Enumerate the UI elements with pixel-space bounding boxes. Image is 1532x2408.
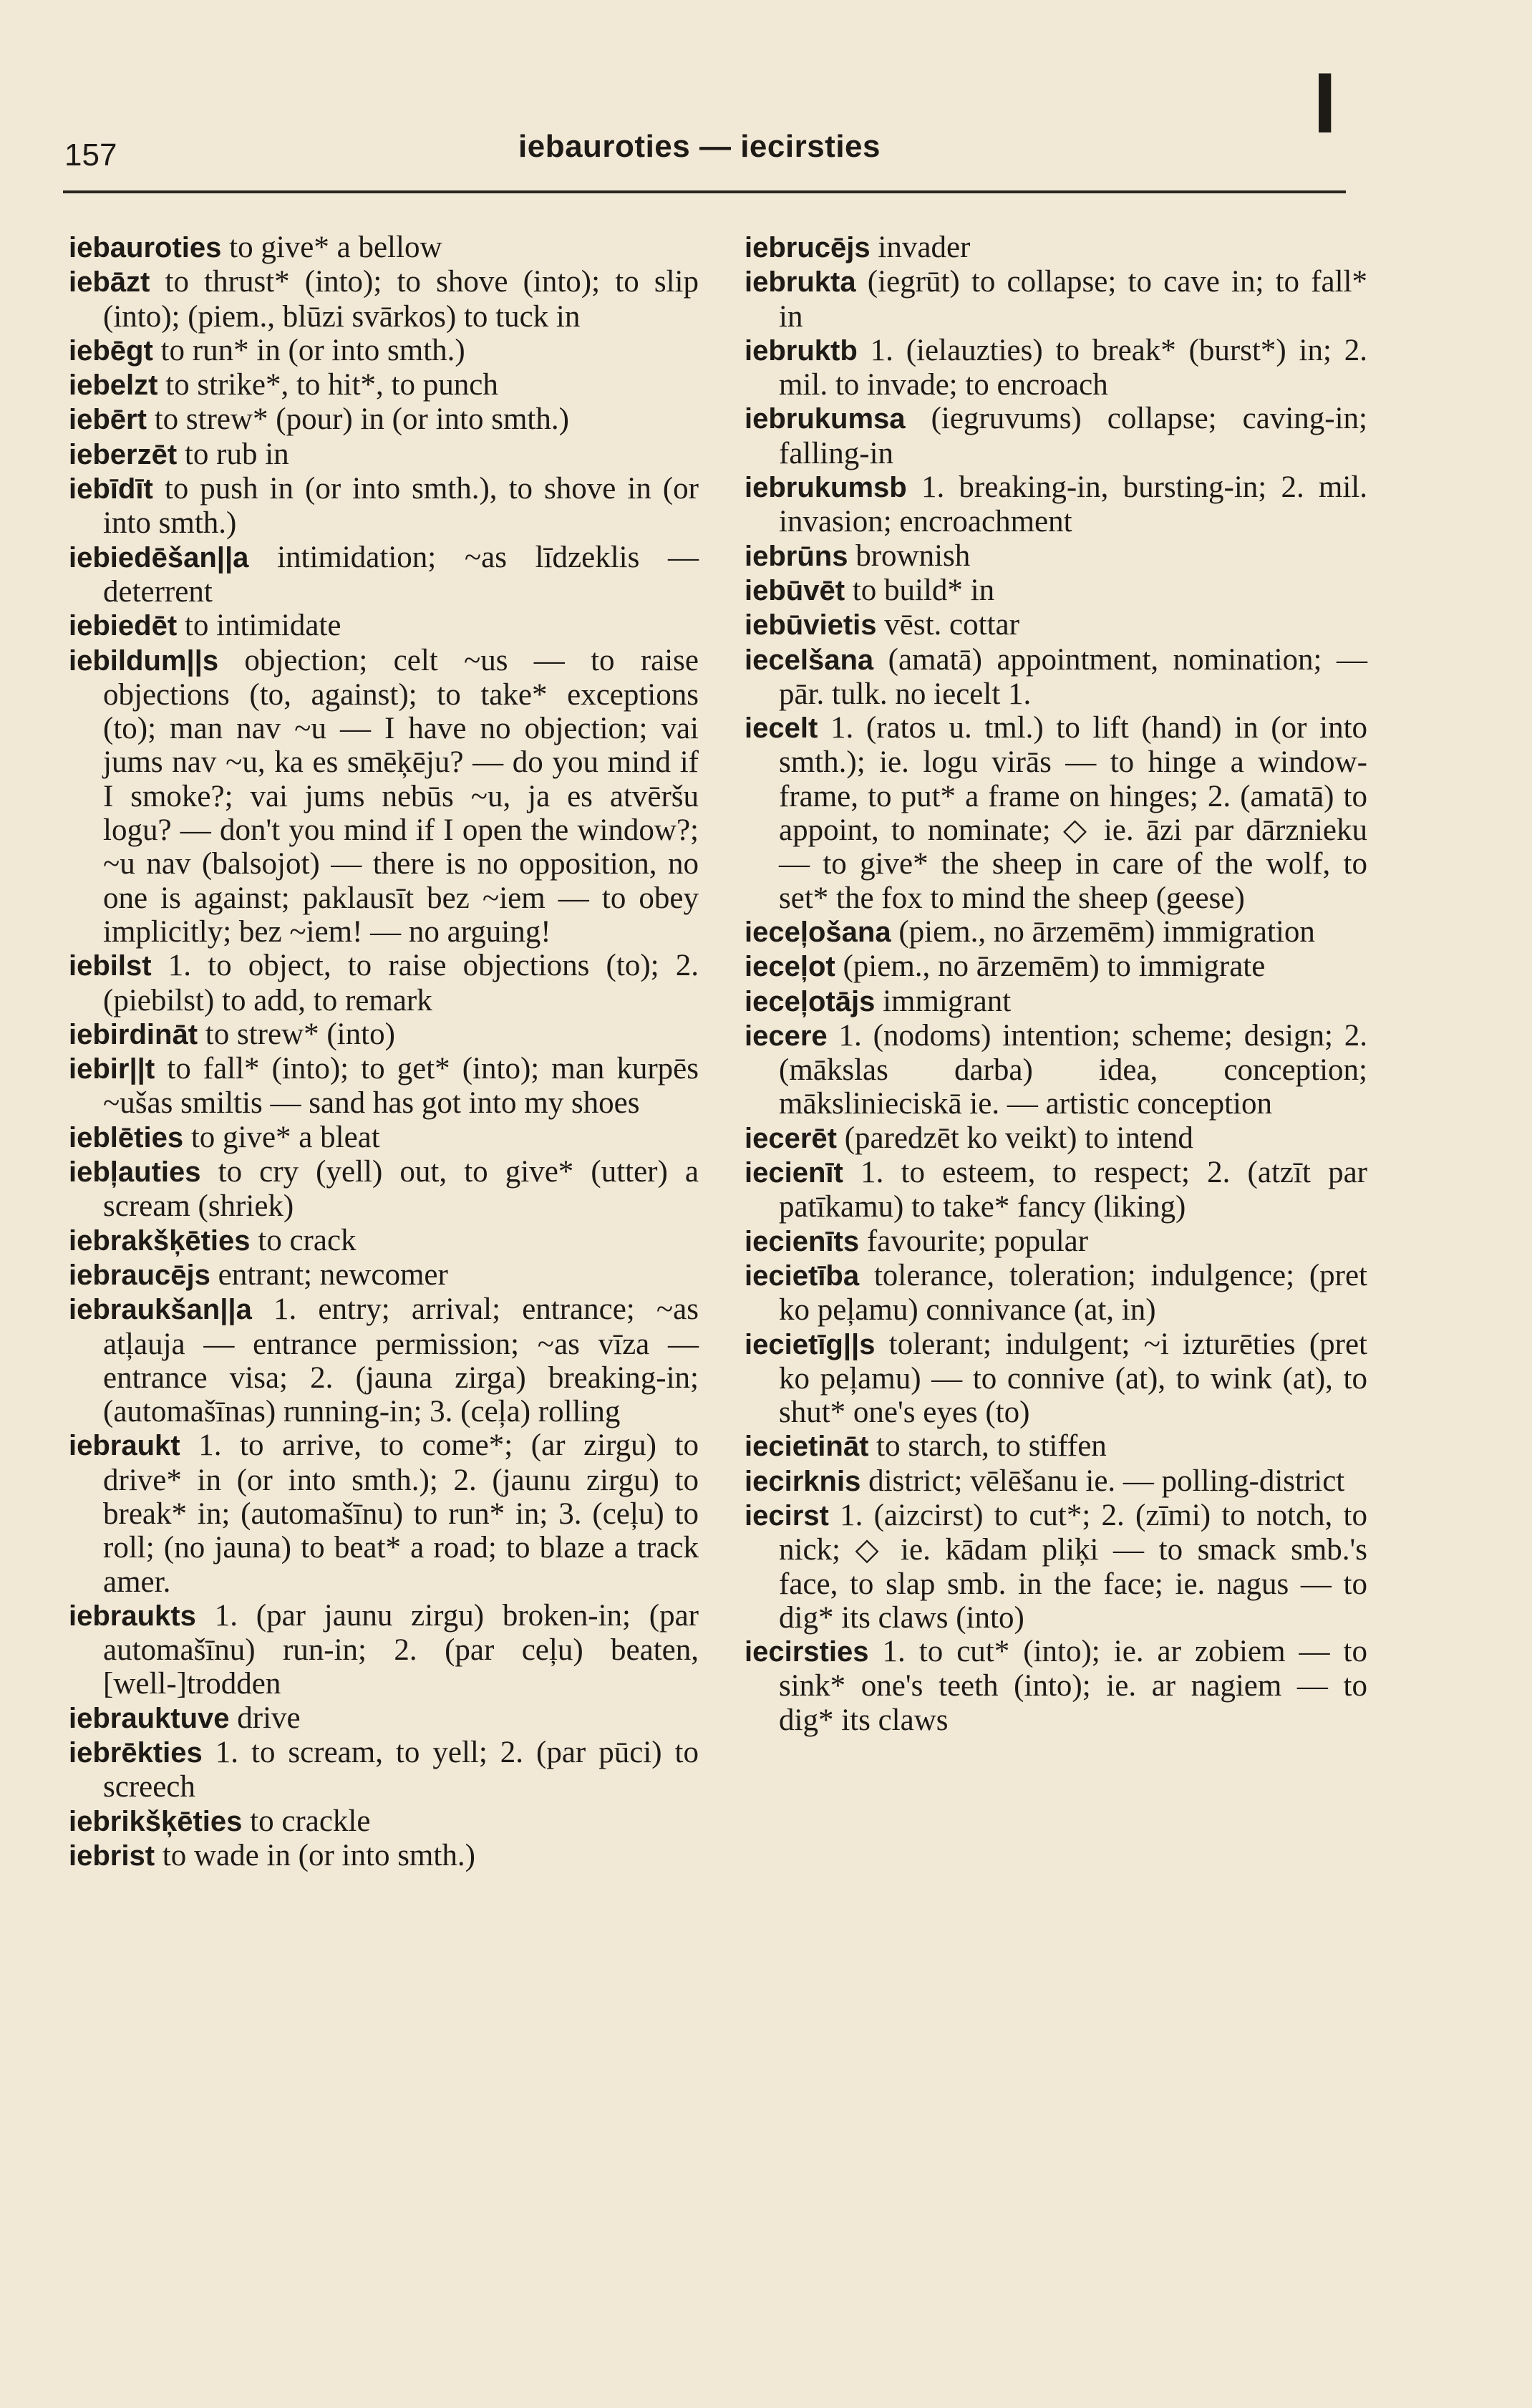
entry-headword: iecietīg||s [745, 1328, 876, 1360]
left-column [69, 231, 699, 1873]
dictionary-entry [69, 949, 699, 1017]
dictionary-entry [69, 1155, 699, 1224]
entry-headword: iecere [745, 1020, 828, 1052]
entry-definition: (iegrūt) to collapse; to cave in; to fall* in [779, 265, 1367, 334]
section-letter: I [1313, 55, 1337, 151]
dictionary-entry [745, 1259, 1367, 1328]
entry-headword: iebiedēšan||a [69, 541, 249, 574]
entry-headword: iebrikšķēties [69, 1805, 243, 1837]
entry-headword: iebīdīt [69, 473, 153, 506]
dictionary-entry [69, 1224, 699, 1258]
entry-headword: iebāzt [69, 266, 150, 299]
entry-definition: 1. entry; arrival; entrance; ~as atļauja — entrance permission; ~as vīza — entrance visa; 2. (jauna zirga) breaking-in; (automašīnas) running-in; 3. (ceļa) rolling [103, 1292, 699, 1429]
entry-definition: (iegruvums) collapse; caving-in; falling-in [779, 402, 1367, 470]
dictionary-entry [745, 1121, 1367, 1156]
entry-definition: 1. (par jaunu zirgu) broken-in; (par automašīnu) run-in; 2. (par ceļu) beaten, [well-]trodden [103, 1598, 699, 1701]
dictionary-entry [745, 608, 1367, 642]
entry-headword: iebraukts [69, 1600, 196, 1632]
dictionary-entry [69, 1599, 699, 1701]
dictionary-entry [745, 915, 1367, 949]
entry-headword: iebrukta [745, 266, 856, 299]
dictionary-entry [69, 1701, 699, 1736]
dictionary-entry [69, 334, 699, 368]
dictionary-entry [69, 1017, 699, 1052]
dictionary-entry [745, 1019, 1367, 1121]
entry-definition: to rub in [184, 437, 289, 471]
dictionary-entry [745, 711, 1367, 915]
dictionary-entry [69, 437, 699, 472]
entry-definition: (piem., no ārzemēm) immigration [898, 914, 1315, 949]
entry-headword: iebauroties [69, 232, 222, 263]
entry-headword: iebirdināt [69, 1018, 198, 1050]
entry-definition: district; vēlēšanu ie. — polling-district [868, 1464, 1345, 1498]
entry-definition: 1. (nodoms) intention; scheme; design; 2. (mākslas darba) idea, conception; mākslinieciskā ie. — artistic conception [779, 1018, 1367, 1121]
dictionary-entry [69, 541, 699, 609]
entry-definition: (amatā) appointment, nomination; — pār. tulk. no iecelt 1. [779, 642, 1367, 711]
entry-headword: iebrakšķēties [69, 1224, 251, 1257]
dictionary-entry [69, 1839, 699, 1873]
page-header [63, 122, 1346, 193]
entry-headword: iebruktb [745, 334, 858, 367]
entry-definition: immigrant [883, 984, 1012, 1018]
entry-headword: iebrist [69, 1839, 155, 1872]
entry-headword: iebraukt [69, 1430, 180, 1462]
entry-definition: 1. to object, to raise objections (to); 2. (piebilst) to add, to remark [103, 949, 699, 1017]
entry-headword: iecelšana [745, 644, 874, 676]
dictionary-entry [745, 1429, 1367, 1464]
entry-headword: iebraukšan||a [69, 1294, 252, 1326]
entry-definition: drive [237, 1701, 301, 1735]
entry-definition: tolerance, toleration; indulgence; (pret ko peļamu) connivance (at, in) [779, 1258, 1367, 1328]
entry-headword: iebrūns [745, 540, 848, 572]
entry-headword: iebir||t [69, 1053, 155, 1085]
right-column [745, 231, 1367, 1737]
entry-headword: iecelt [745, 712, 818, 745]
entry-definition: to run* in (or into smth.) [160, 333, 465, 367]
dictionary-entry [745, 334, 1367, 402]
entry-definition: entrant; newcomer [218, 1257, 448, 1292]
dictionary-entry [745, 643, 1367, 712]
entry-headword: ieceļošana [745, 916, 891, 948]
entry-headword: iecietība [745, 1259, 860, 1292]
entry-definition: invader [878, 231, 971, 264]
entry-definition: 1. to cut* (into); ie. ar zobiem — to sink* one's teeth (into); ie. ar nagiem — to dig* its claws [779, 1635, 1368, 1737]
entry-definition: to give* a bleat [190, 1120, 380, 1154]
entry-definition: vēst. cottar [884, 608, 1019, 642]
entry-headword: ieceļotājs [745, 985, 876, 1017]
entry-definition: 1. (ratos u. tml.) to lift (hand) in (or into smth.); ie. logu virās — to hinge a window-frame, to put* a frame on hinges; 2. (amatā) to appoint, to nominate; ◇ ie. āzi par dārznieku — to give* the sheep in care of the wolf, to set* the fox to mind the sheep (geese) [779, 711, 1368, 915]
entry-headword: iebrukumsb [745, 472, 907, 504]
dictionary-entry [69, 265, 699, 334]
dictionary-entry [745, 1156, 1367, 1224]
entry-headword: iebrēkties [69, 1737, 203, 1769]
entry-headword: iecerēt [745, 1122, 837, 1154]
entry-definition: to give* a bellow [229, 231, 442, 264]
entry-definition: favourite; popular [866, 1224, 1089, 1258]
entry-definition: to strew* (into) [205, 1017, 395, 1051]
dictionary-entry [745, 949, 1367, 984]
dictionary-entry [745, 1635, 1367, 1737]
dictionary-entry [745, 539, 1367, 574]
entry-definition: to starch, to stiffen [876, 1429, 1107, 1464]
dictionary-entry [69, 1292, 699, 1428]
entry-headword: iebērt [69, 404, 147, 436]
entry-headword: iebūvietis [745, 609, 877, 642]
entry-headword: iebildum||s [69, 644, 219, 677]
dictionary-entry [69, 472, 699, 541]
entry-definition: objection; celt ~us — to raise objections (to, against); to take* exceptions (to); man nav ~u — I have no objection; vai jums nav ~u, ka es smēķēju? — do you mind if I smoke?; vai jums nebūs ~u, ja es atvēršu logu? — don't you mind if I open the window?; ~u nav (balsojot) — there is no opposition, no one is against; paklausīt bez ~iem — to obey implicitly; bez ~iem! — no arguing! [103, 643, 699, 949]
entry-definition: to crack [258, 1223, 357, 1257]
entry-headword: iecirknis [745, 1465, 861, 1497]
entry-definition: to strew* (pour) in (or into smth.) [154, 402, 569, 437]
entry-definition: 1. breaking-in, bursting-in; 2. mil. invasion; encroachment [779, 470, 1368, 539]
dictionary-entry [745, 985, 1367, 1019]
entry-definition: intimidation; ~as līdzeklis — deterrent [103, 540, 699, 609]
dictionary-entry [745, 231, 1367, 265]
entry-definition: (piem., no ārzemēm) to immigrate [843, 949, 1266, 984]
dictionary-entry [69, 1052, 699, 1121]
entry-definition: brownish [855, 538, 971, 573]
entry-definition: to wade in (or into smth.) [162, 1838, 475, 1872]
entry-headword: iebilst [69, 950, 152, 982]
entry-headword: iecienīts [745, 1225, 860, 1257]
dictionary-entry [69, 1428, 699, 1598]
dictionary-entry [69, 1121, 699, 1155]
dictionary-entry [745, 1499, 1367, 1635]
dictionary-entry [69, 231, 699, 265]
dictionary-entry [69, 1258, 699, 1292]
dictionary-entry [745, 1328, 1367, 1430]
dictionary-entry [745, 402, 1367, 470]
entry-definition: to strike*, to hit*, to punch [165, 368, 498, 402]
entry-headword: iebrauktuve [69, 1702, 230, 1734]
dictionary-entry [69, 1804, 699, 1839]
entry-definition: to intimidate [184, 609, 341, 643]
entry-headword: ieceļot [745, 951, 835, 983]
dictionary-entry [745, 1464, 1367, 1499]
running-head: iebauroties — iecirsties [518, 129, 881, 164]
entry-headword: iebiedēt [69, 610, 178, 642]
entry-headword: iebelzt [69, 369, 158, 402]
dictionary-entry [69, 609, 699, 643]
dictionary-entry [69, 368, 699, 402]
entry-definition: 1. to scream, to yell; 2. (par pūci) to screech [103, 1736, 699, 1804]
entry-definition: 1. to arrive, to come*; (ar zirgu) to drive* in (or into smth.); 2. (jaunu zirgu) to break* in; (automašīnu) to run* in; 3. (ceļu) to roll; (no jauna) to beat* a road; to blaze a track amer. [103, 1428, 699, 1599]
dictionary-entry [69, 402, 699, 437]
entry-definition: to push in (or into smth.), to shove in (or into smth.) [103, 472, 699, 541]
entry-definition: 1. (aizcirst) to cut*; 2. (zīmi) to notch, to nick; ◇ ie. kādam pliķi — to smack smb.'s face, to slap smb. in the face; ie. nagus — to dig* its claws (into) [779, 1498, 1367, 1635]
entry-definition: 1. (ielauzties) to break* (burst*) in; 2. mil. to invade; to encroach [779, 333, 1367, 402]
dictionary-entry [745, 574, 1367, 608]
entry-headword: iebrukumsa [745, 403, 906, 435]
entry-headword: iecirsties [745, 1636, 869, 1668]
entry-headword: iecietināt [745, 1431, 869, 1463]
dictionary-entry [745, 1224, 1367, 1259]
entry-definition: to cry (yell) out, to give* (utter) a scream (shriek) [103, 1155, 699, 1224]
dictionary-entry [745, 470, 1367, 539]
entry-definition: to fall* (into); to get* (into); man kurpēs ~ušas smiltis — sand has got into my shoes [103, 1052, 699, 1121]
entry-headword: iebēgt [69, 334, 153, 367]
dictionary-entry [69, 644, 699, 949]
entry-headword: iebrucējs [745, 232, 871, 263]
dictionary-entry [745, 265, 1367, 334]
entry-definition: 1. to esteem, to respect; 2. (atzīt par patīkamu) to take* fancy (liking) [779, 1156, 1368, 1224]
entry-headword: iebūvēt [745, 574, 845, 606]
entry-definition: tolerant; indulgent; ~i izturēties (pret ko peļamu) — to connive (at), to wink (at), to shut* one's eyes (to) [779, 1327, 1367, 1430]
entry-definition: to crackle [250, 1804, 371, 1838]
entry-headword: iecirst [745, 1499, 829, 1532]
page-number: 157 [64, 137, 117, 173]
dictionary-entry [69, 1736, 699, 1804]
entry-headword: ieblēties [69, 1121, 184, 1154]
entry-definition: to build* in [852, 573, 995, 607]
entry-definition: to thrust* (into); to shove (into); to slip (into); (piem., blūzi svārkos) to tuck in [103, 265, 699, 334]
entry-headword: ieberzēt [69, 438, 178, 470]
entry-definition: (paredzēt ko veikt) to intend [844, 1121, 1193, 1155]
entry-headword: iebraucējs [69, 1259, 210, 1291]
entry-headword: iebļauties [69, 1156, 201, 1189]
entry-headword: iecienīt [745, 1157, 843, 1189]
